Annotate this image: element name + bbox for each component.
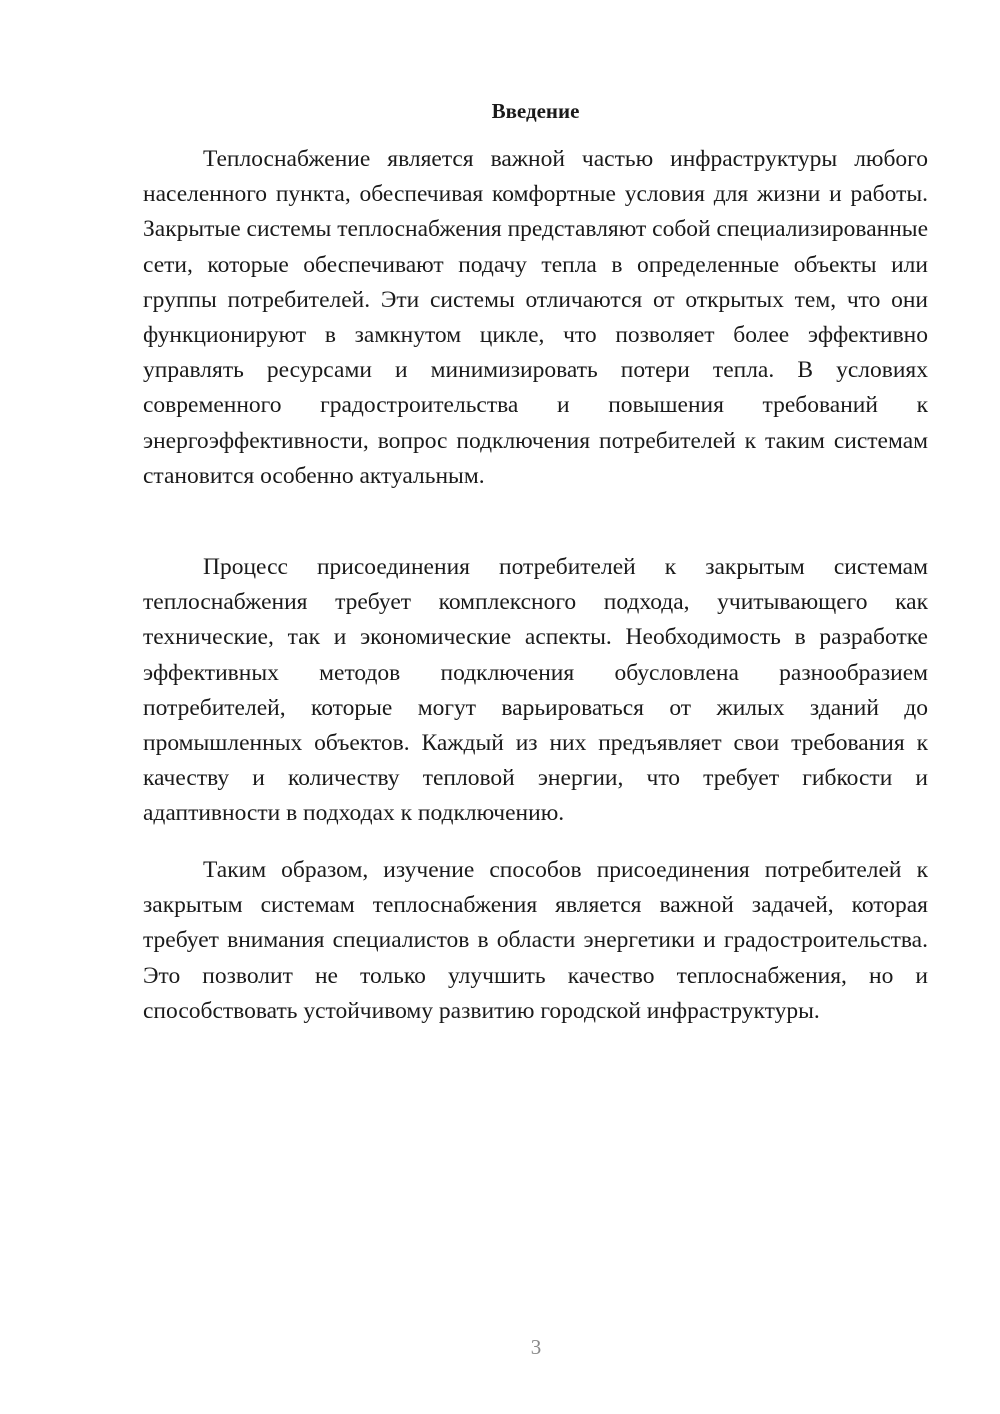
paragraph-2: Процесс присоединения потребителей к закрытым системам теплоснабжения требует комплексного подхода, учитывающего как технические, так и экономические аспекты. Необходимость в разработке эффективных методов подключения обусловлена разнообразием потребителей, которые могут варьироваться от жилых зданий до промышленных объектов. Каждый из них предъявляет свои требования к качеству и количеству тепловой энергии, что требует гибкости и адаптивности в подходах к подключению. (143, 554, 928, 827)
page-number: 3 (530, 1335, 542, 1359)
section-title: Введение (491, 99, 580, 123)
paragraph-1: Теплоснабжение является важной частью инфраструктуры любого населенного пункта, обеспечивая комфортные условия для жизни и работы. Закрытые системы теплоснабжения представляют собой специализированные сети, которые обеспечивают подачу тепла в определенные объекты или группы потребителей. Эти системы отличаются от открытых тем, что они функционируют в замкнутом цикле, что позволяет более эффективно управлять ресурсами и минимизировать потери тепла. В условиях современного градостроительства и повышения требований к энергоэффективности, вопрос подключения потребителей к таким системам становится особенно актуальным. (143, 146, 928, 489)
paragraph-3: Таким образом, изучение способов присоединения потребителей к закрытым системам теплоснабжения является важной задачей, которая требует внимания специалистов в области энергетики и градостроительства. Это позволит не только улучшить качество теплоснабжения, но и способствовать устойчивому развитию городской инфраструктуры. (143, 857, 928, 1024)
